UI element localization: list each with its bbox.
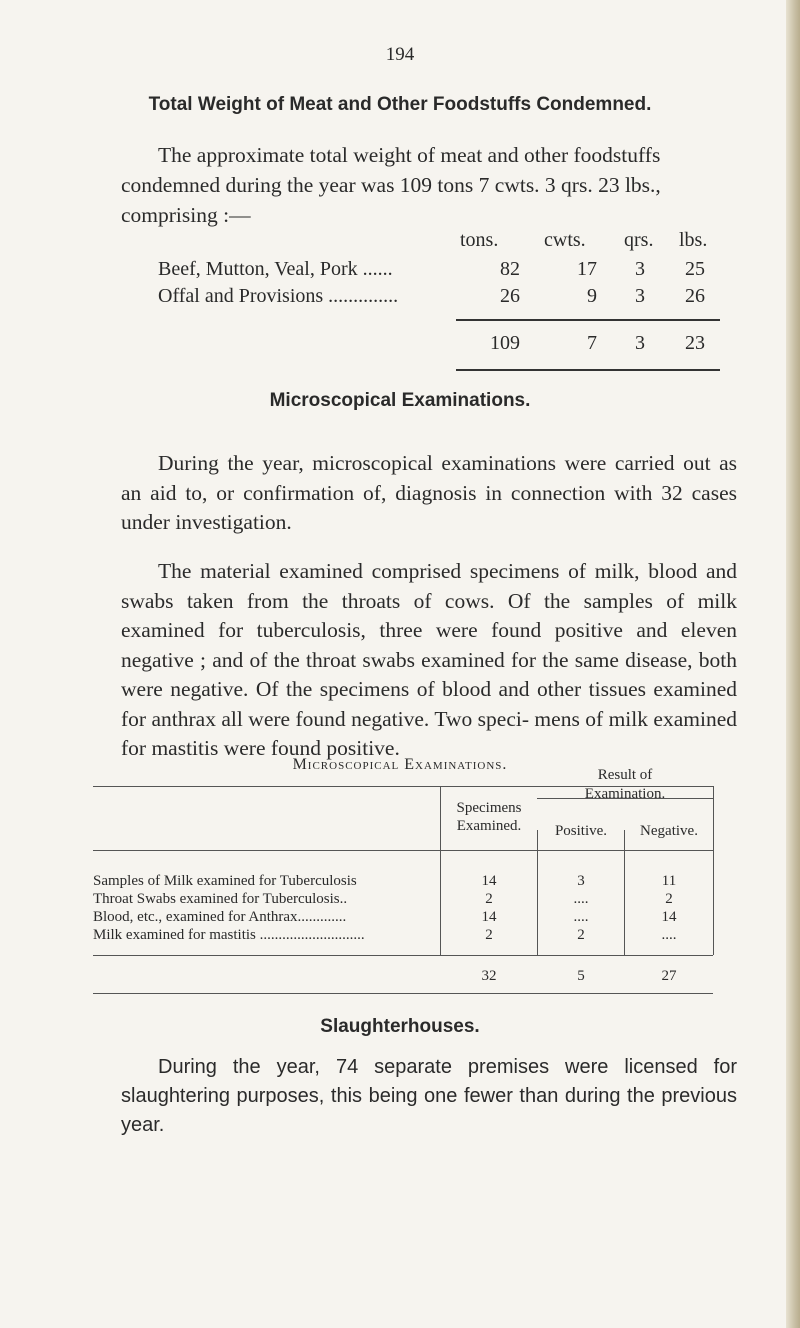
table-row: Milk examined for mastitis ............................ [93,927,365,943]
header-positive: Positive. [554,823,608,839]
header-qrs: qrs. [624,229,654,251]
row-qrs: 3 [635,285,645,307]
total-rule-top [456,319,720,321]
header-result [537,766,713,804]
total-rule-bottom [456,369,720,371]
cell-negative: .... [661,927,677,943]
cell-negative: 11 [661,873,677,889]
header-result-line: Examination. [584,786,666,802]
cell-positive: 3 [577,873,585,889]
total-positive: 5 [577,968,585,984]
row-qrs: 3 [635,258,645,280]
row-label: Beef, Mutton, Veal, Pork ...... [158,258,393,280]
total-negative: 27 [661,968,677,984]
slaughter-heading: Slaughterhouses. [320,1016,480,1037]
weights-row [0,258,800,286]
total-cwts: 7 [587,332,597,354]
cell-positive: .... [573,891,589,907]
row-lbs: 26 [685,285,705,307]
cell-examined: 2 [485,891,493,907]
microscopical-table-caption: Microscopical Examinations. [292,756,508,773]
col-divider-right [713,786,714,955]
total-examined: 32 [481,968,497,984]
microscopical-para-2: The material examined comprised specimens of milk, blood and swabs taken from the throats of cows. Of the samples of milk examined for tuberculosis, three were found positive and eleven negative ; and of the throat swabs examined for the same disease, both were negative. Of the specimens of blood and other tissues examined for anthrax all were found negative. Two speci- mens of milk examined for mastitis were found positive. [121,559,737,760]
cell-examined: 14 [481,873,497,889]
header-lbs: lbs. [679,229,708,251]
header-cwts: cwts. [544,229,586,251]
row-tons: 26 [500,285,520,307]
cell-examined: 2 [485,927,493,943]
cell-positive: .... [573,909,589,925]
header-negative: Negative. [640,823,698,839]
total-qrs: 3 [635,332,645,354]
header-specimens [441,799,537,835]
page-edge [786,0,800,1328]
microscopical-heading: Microscopical Examinations. [269,390,531,411]
page-number: 194 [385,44,415,65]
meat-para-line: condemned during the year was 109 tons 7 cwts. 3 qrs. 23 lbs., [121,173,661,197]
meat-para-line: The approximate total weight of meat and other foodstuffs [158,143,661,167]
cell-examined: 14 [481,909,497,925]
table-rule [93,850,713,851]
table-row: Blood, etc., examined for Anthrax............. [93,909,347,925]
header-tons: tons. [460,229,499,251]
weights-header [0,229,800,257]
meat-heading: Total Weight of Meat and Other Foodstuffs Condemned. [148,94,652,115]
spacer [440,955,713,956]
meat-para-line: comprising :— [121,203,251,227]
weights-row [0,285,800,313]
total-tons: 109 [490,332,520,354]
row-cwts: 17 [577,258,597,280]
table-row: Samples of Milk examined for Tuberculosis [93,873,357,889]
header-specimens-line: Specimens [456,800,522,816]
header-specimens-line: Examined. [456,818,522,834]
slaughter-para: During the year, 74 separate premises were licensed for slaughtering purposes, this being one fewer than during the previous year. [121,1056,737,1136]
table-final-rule [93,993,713,994]
table-row: Throat Swabs examined for Tuberculosis.. [93,891,348,907]
cell-negative: 2 [665,891,673,907]
row-tons: 82 [500,258,520,280]
microscopical-para-1: During the year, microscopical examinations were carried out as an aid to, or confirmation of, diagnosis in connection with 32 cases under investigation. [121,451,737,534]
cell-positive: 2 [577,927,585,943]
row-cwts: 9 [587,285,597,307]
row-lbs: 25 [685,258,705,280]
header-result-line: Result of [597,767,653,783]
row-label: Offal and Provisions .............. [158,285,399,307]
weights-total-row [0,332,800,360]
total-lbs: 23 [685,332,705,354]
cell-negative: 14 [661,909,677,925]
